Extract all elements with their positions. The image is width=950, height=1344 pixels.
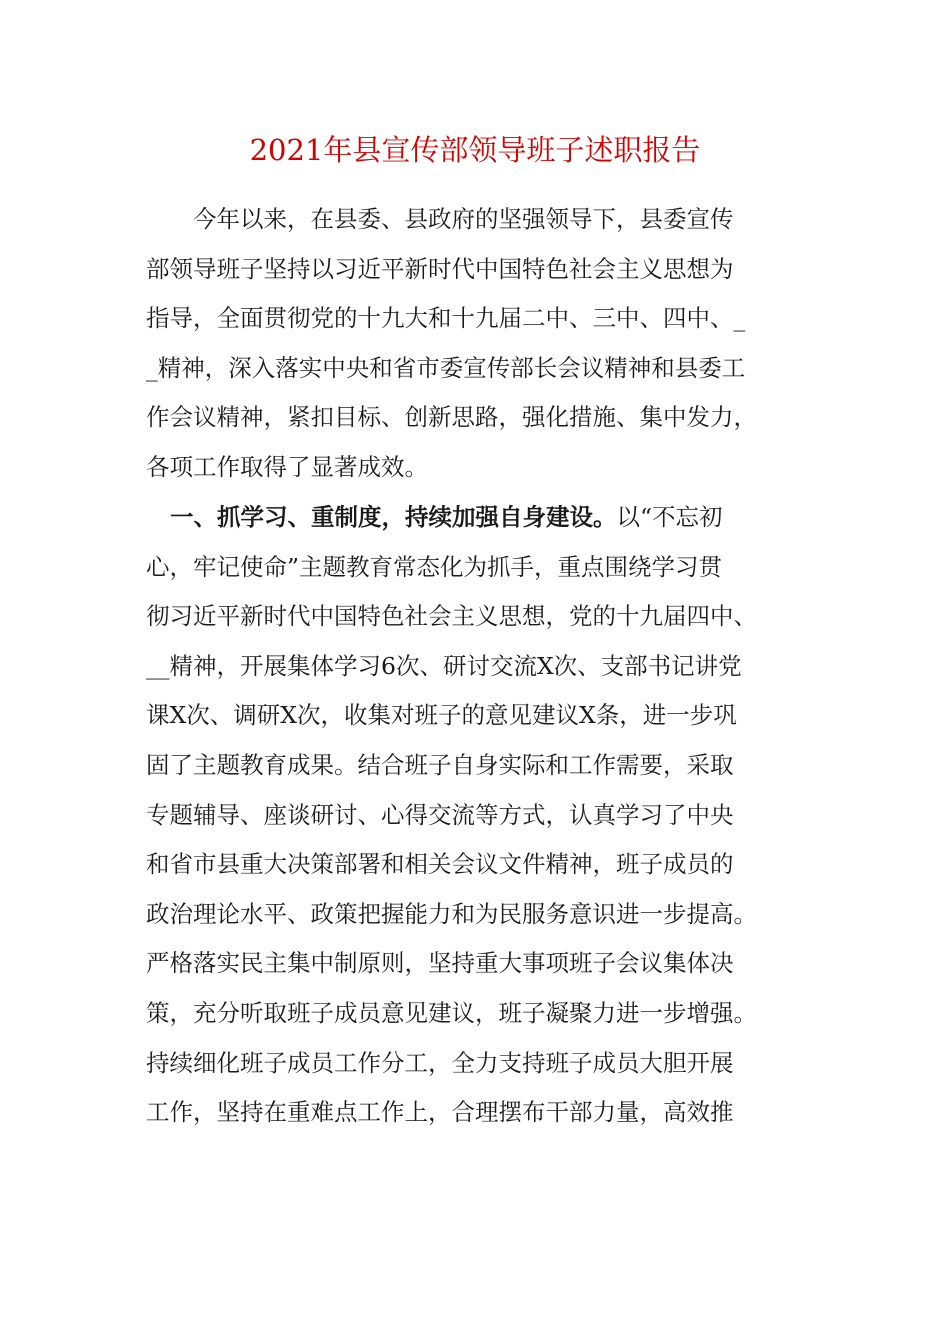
paragraph-line: __精神，开展集体学习6次、研讨交流X次、支部书记讲党 [146,651,742,680]
paragraph-line: 各项工作取得了显著成效。 [146,452,428,481]
section1-paragraph [146,493,808,1138]
paragraph-line: 心，牢记使命”主题教育常态化为抓手，重点围绕学习贯 [146,552,723,581]
paragraph-line: 持续细化班子成员工作分工，全力支持班子成员大胆开展 [146,1048,734,1077]
paragraph-line: 严格落实民主集中制原则，坚持重大事项班子会议集体决 [146,949,734,978]
paragraph-line: 今年以来，在县委、县政府的坚强领导下，县委宣传 [193,205,734,233]
paragraph-line: _精神，深入落实中央和省市委宣传部长会议精神和县委工 [146,353,746,382]
paragraph-line: 和省市县重大决策部署和相关会议文件精神，班子成员的 [146,850,734,879]
paragraph-line: 指导，全面贯彻党的十九大和十九届二中、三中、四中、_ [146,304,746,333]
section1-heading: 一、抓学习、重制度，持续加强自身建设。 [170,503,617,531]
paragraph-line: 部领导班子坚持以习近平新时代中国特色社会主义思想为 [146,254,734,283]
section1-first-line [146,493,808,543]
document-title: 2021年县宣传部领导班子述职报告 [249,133,701,167]
paragraph-line: 专题辅导、座谈研讨、心得交流等方式，认真学习了中央 [146,800,734,829]
paragraph-line: 工作，坚持在重难点工作上，合理摆布干部力量，高效推 [146,1098,734,1127]
paragraph-line: 政治理论水平、政策把握能力和为民服务意识进一步提高。 [146,899,757,928]
section1-first-line-text: 以“不忘初 [616,503,723,531]
intro-paragraph [146,195,808,493]
paragraph-line: 彻习近平新时代中国特色社会主义思想，党的十九届四中、 [146,602,757,631]
paragraph-line: 策，充分听取班子成员意见建议，班子凝聚力进一步增强。 [146,998,757,1027]
paragraph-line: 作会议精神，紧扣目标、创新思路，强化措施、集中发力， [146,403,757,432]
paragraph-line: 课X次、调研X次，收集对班子的意见建议X条，进一步巩 [146,701,737,730]
paragraph-line: 固了主题教育成果。结合班子自身实际和工作需要，采取 [146,750,734,779]
